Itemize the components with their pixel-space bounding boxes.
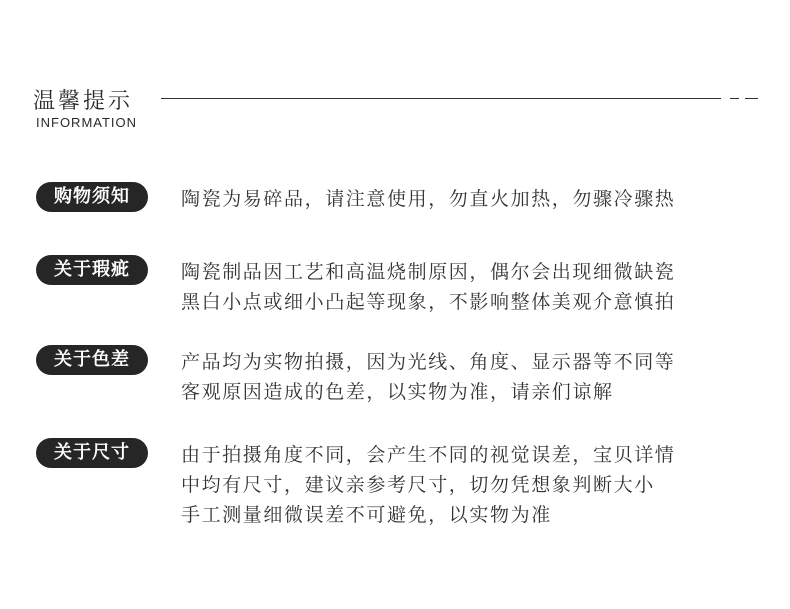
notice-tag: 购物须知: [36, 182, 148, 212]
notice-header: [33, 84, 763, 134]
notice-line: 陶瓷制品因工艺和高温烧制原因，偶尔会出现细微缺瓷: [181, 261, 676, 283]
notice-text: [181, 257, 771, 317]
header-dash: [730, 98, 739, 99]
page-title: 温馨提示: [33, 89, 134, 114]
notice-tag: 关于色差: [36, 345, 148, 375]
notice-text: [181, 347, 771, 407]
notice-line: 由于拍摄角度不同，会产生不同的视觉误差，宝贝详情: [181, 444, 676, 466]
notice-line: 陶瓷为易碎品，请注意使用，勿直火加热，勿骤冷骤热: [181, 188, 676, 210]
header-dash: [708, 98, 717, 99]
notice-line: 黑白小点或细小凸起等现象，不影响整体美观介意慎拍: [181, 291, 676, 313]
notice-line: 手工测量细微误差不可避免，以实物为准: [181, 504, 552, 526]
page-subtitle: INFORMATION: [36, 115, 138, 130]
header-divider: [161, 98, 721, 99]
notice-text: [181, 184, 771, 214]
notice-line: 客观原因造成的色差，以实物为准，请亲们谅解: [181, 381, 614, 403]
notice-line: 中均有尺寸，建议亲参考尺寸，切勿凭想象判断大小: [181, 474, 655, 496]
notice-tag: 关于瑕疵: [36, 255, 148, 285]
notice-text: [181, 440, 771, 530]
header-dash: [745, 98, 758, 99]
notice-line: 产品均为实物拍摄，因为光线、角度、显示器等不同等: [181, 351, 676, 373]
notice-tag: 关于尺寸: [36, 438, 148, 468]
